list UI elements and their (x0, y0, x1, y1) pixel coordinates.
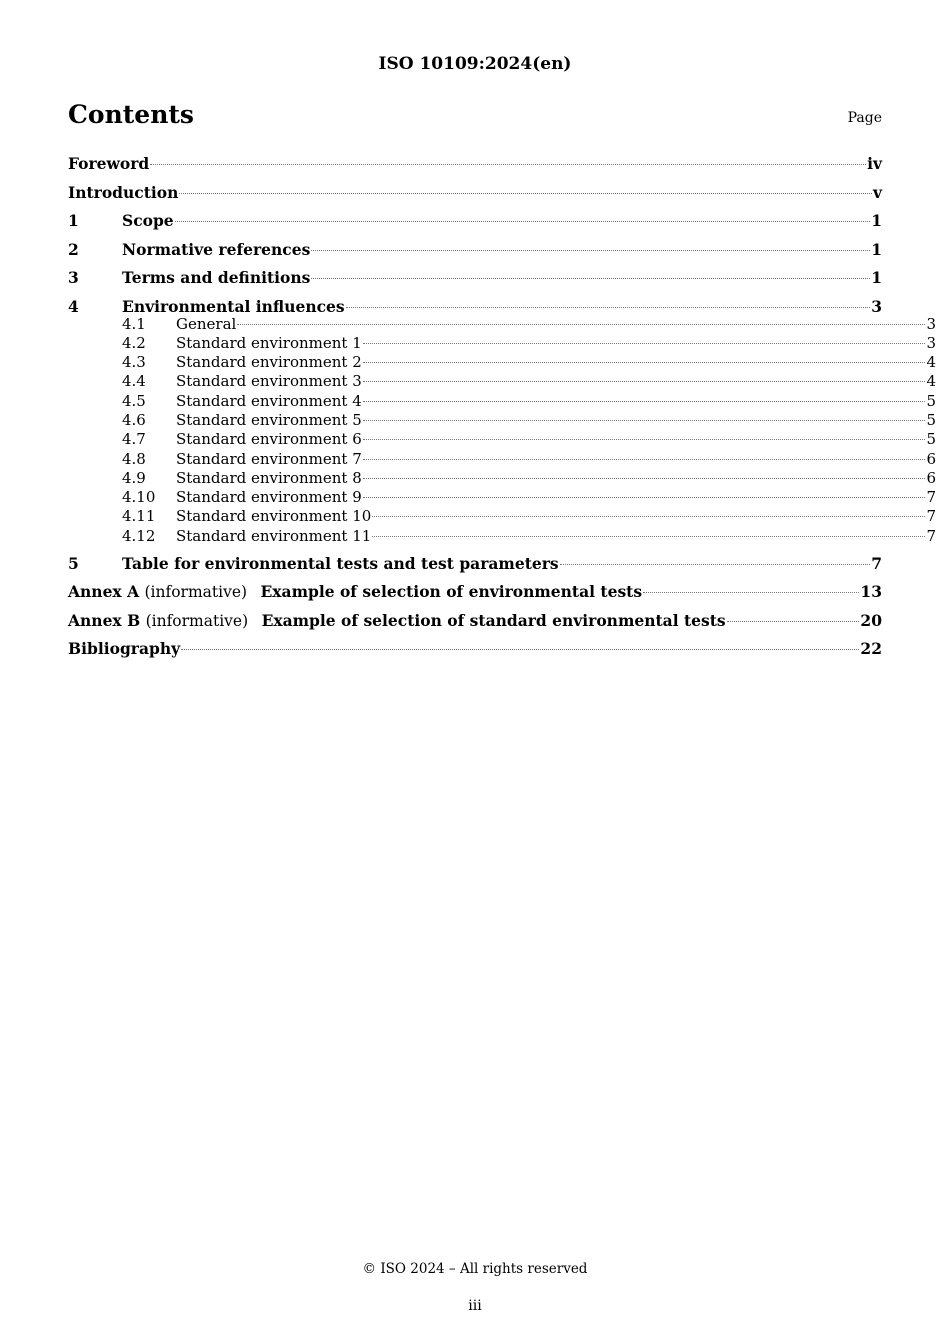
toc-page: 6 (926, 468, 936, 487)
toc-subentry-4-9[interactable] (68, 469, 936, 488)
annex-type: (informative) (145, 611, 249, 630)
dot-leader (560, 564, 871, 565)
toc-page: 7 (926, 526, 936, 545)
toc-label: General (176, 314, 237, 333)
dot-leader (363, 459, 926, 460)
dot-leader (363, 401, 926, 402)
copyright-notice: © ISO 2024 – All rights reserved (362, 1261, 588, 1277)
toc-number: 2 (68, 239, 79, 259)
dot-leader (175, 221, 871, 222)
toc-page: 1 (871, 239, 882, 259)
toc-label: Standard environment 7 (176, 449, 362, 468)
toc-page: 4 (926, 353, 936, 372)
toc-label: Standard environment 2 (176, 353, 362, 372)
toc-entry-clause-1[interactable] (68, 209, 882, 238)
toc-label: Standard environment 10 (176, 507, 372, 526)
toc-number: 3 (68, 268, 79, 287)
toc-subentry-4-6[interactable] (68, 411, 936, 430)
toc-label: Standard environment 8 (176, 468, 362, 487)
toc-page: 5 (926, 410, 936, 429)
toc-subentry-4-4[interactable] (68, 372, 936, 391)
page-number: iii (468, 1298, 482, 1314)
dot-leader (363, 439, 926, 440)
toc-label: Bibliography (68, 639, 181, 659)
toc-page: 3 (871, 296, 882, 316)
toc-number: 5 (68, 553, 79, 573)
toc-label: Terms and definitions (122, 268, 311, 287)
toc-number: 4.2 (122, 333, 146, 352)
toc-page: 4 (926, 372, 936, 391)
dot-leader (237, 324, 925, 325)
toc-subentry-4-11[interactable] (68, 507, 936, 526)
toc-number: 4.9 (122, 468, 146, 487)
toc-entry-clause-2[interactable] (68, 238, 882, 267)
toc-page: 1 (871, 268, 882, 287)
toc-page: 7 (926, 507, 936, 526)
toc-page: 22 (860, 639, 882, 659)
toc-number: 4.6 (122, 410, 146, 429)
toc-page: 13 (860, 582, 882, 602)
dot-leader (363, 362, 926, 363)
toc-label: Standard environment 3 (176, 372, 362, 391)
dot-leader (179, 193, 872, 194)
toc-entry-annex-b[interactable] (68, 609, 882, 638)
toc-subentry-4-1[interactable] (68, 315, 936, 334)
toc-label: Standard environment 6 (176, 430, 362, 449)
toc-subentry-4-8[interactable] (68, 450, 936, 469)
annex-type: (informative) (144, 583, 248, 602)
dot-leader (643, 592, 859, 593)
toc-number: 4 (68, 296, 79, 316)
page-column-label: Page (847, 110, 882, 126)
toc-label: Scope (122, 211, 174, 230)
toc-page: 7 (871, 553, 882, 573)
toc-label: Introduction (68, 182, 179, 202)
toc-number: 1 (68, 211, 79, 230)
toc-page: iv (867, 154, 882, 173)
toc-label: Table for environmental tests and test parameters (122, 553, 559, 573)
toc-number: 4.8 (122, 449, 146, 468)
toc-page: 20 (860, 610, 882, 630)
toc-page: 5 (926, 430, 936, 449)
dot-leader (181, 649, 859, 650)
toc-label: Standard environment 5 (176, 410, 362, 429)
toc-label (68, 609, 726, 633)
toc-number: 4.5 (122, 391, 146, 410)
toc-entry-annex-a[interactable] (68, 580, 882, 609)
toc-label: Standard environment 11 (176, 526, 372, 545)
dot-leader (363, 343, 926, 344)
dot-leader (150, 164, 866, 165)
toc-subentry-4-12[interactable] (68, 527, 936, 552)
document-id-header: ISO 10109:2024(en) (378, 54, 572, 74)
dot-leader (727, 621, 860, 622)
contents-title: Contents (68, 100, 195, 129)
annex-id: Annex A (68, 582, 140, 602)
toc-page: 5 (926, 391, 936, 410)
toc-page: 1 (871, 211, 882, 230)
toc-page: v (872, 182, 882, 202)
toc-number: 4.4 (122, 372, 146, 391)
toc-entry-clause-3[interactable] (68, 266, 882, 295)
toc-page: 3 (926, 333, 936, 352)
toc-page: 6 (926, 449, 936, 468)
dot-leader (372, 516, 925, 517)
dot-leader (372, 536, 925, 537)
toc-number: 4.12 (122, 526, 156, 545)
dot-leader (311, 250, 870, 251)
toc-label: Environmental influences (122, 296, 345, 316)
dot-leader (311, 278, 870, 279)
toc-number: 4.11 (122, 507, 156, 526)
toc-subentry-4-10[interactable] (68, 488, 936, 507)
toc-subentry-4-3[interactable] (68, 353, 936, 372)
toc-page: 3 (926, 314, 936, 333)
toc-label: Standard environment 9 (176, 488, 362, 507)
toc-subentry-4-7[interactable] (68, 430, 936, 449)
toc-label: Foreword (68, 154, 150, 173)
toc-entry-clause-4[interactable] (68, 295, 882, 315)
toc-number: 4.7 (122, 430, 146, 449)
toc-label: Standard environment 4 (176, 391, 362, 410)
toc-subentry-4-2[interactable] (68, 334, 936, 353)
toc-label: Normative references (122, 239, 311, 259)
toc-entry-clause-5[interactable] (68, 552, 882, 581)
dot-leader (346, 307, 871, 308)
annex-title: Example of selection of environmental tests (260, 582, 643, 602)
dot-leader (363, 478, 926, 479)
dot-leader (363, 420, 926, 421)
toc-number: 4.10 (122, 488, 156, 507)
annex-title: Example of selection of standard environmental tests (261, 610, 726, 630)
toc-entry-bibliography[interactable] (68, 637, 882, 666)
annex-id: Annex B (68, 610, 141, 630)
table-of-contents (68, 152, 936, 666)
toc-label (68, 580, 642, 604)
toc-entry-foreword[interactable] (68, 152, 882, 181)
toc-page: 7 (926, 488, 936, 507)
toc-subentry-4-5[interactable] (68, 392, 936, 411)
dot-leader (363, 497, 926, 498)
toc-number: 4.3 (122, 353, 146, 372)
toc-entry-introduction[interactable] (68, 181, 882, 210)
toc-number: 4.1 (122, 314, 146, 333)
dot-leader (363, 381, 926, 382)
toc-label: Standard environment 1 (176, 333, 362, 352)
